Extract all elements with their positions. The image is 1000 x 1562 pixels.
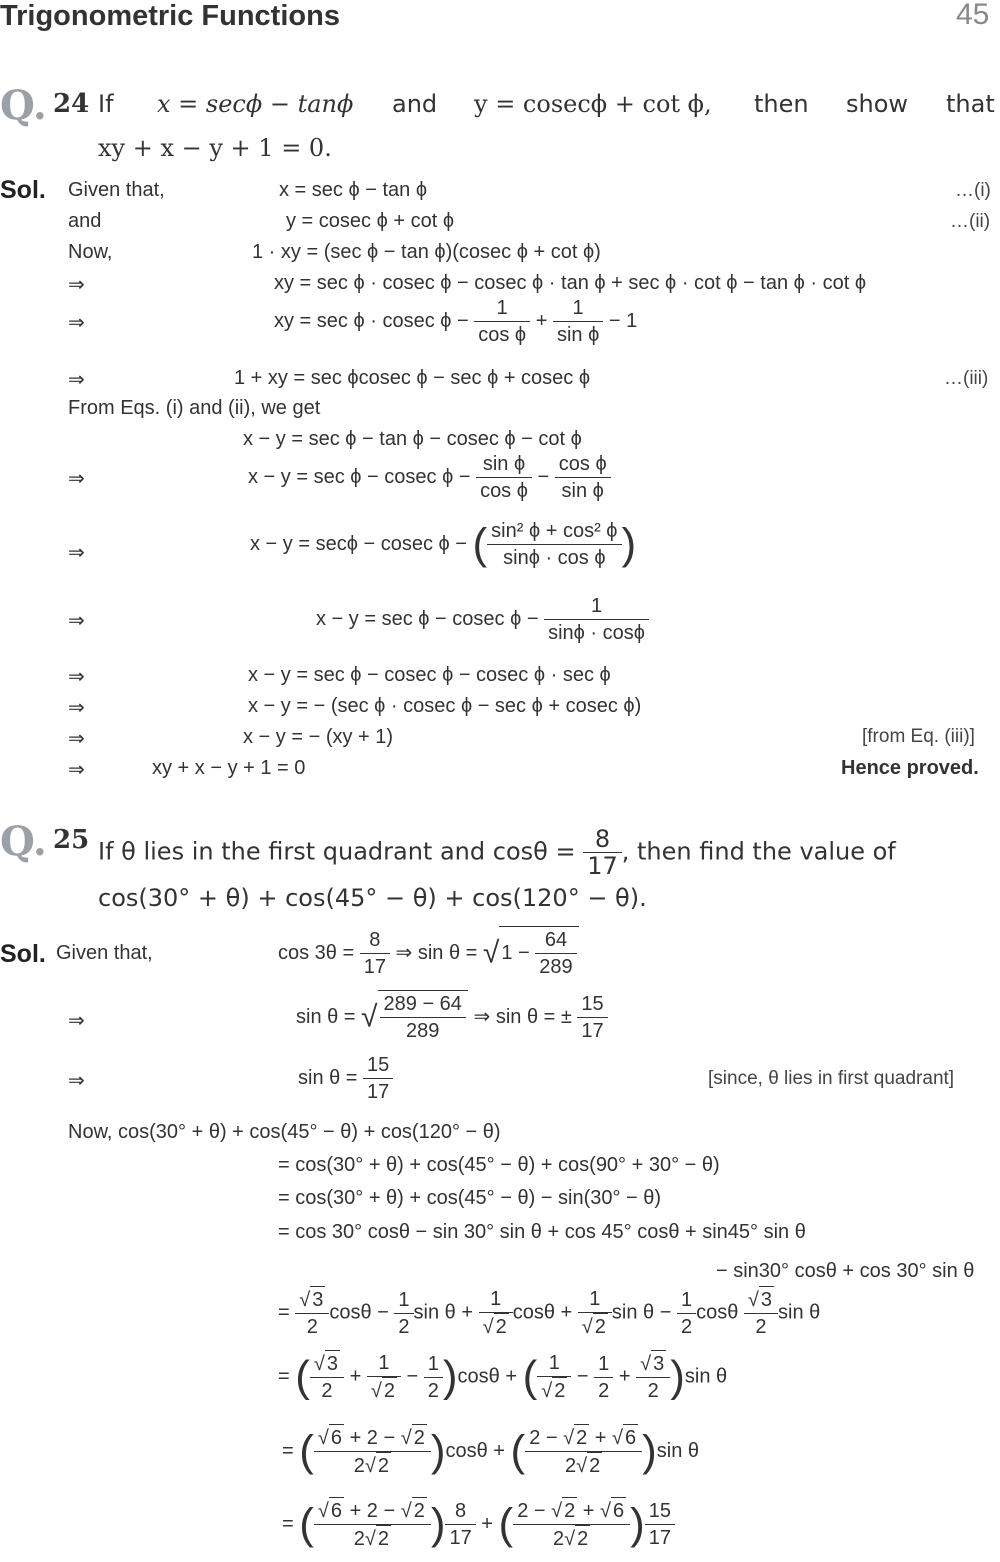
equation-part: −: [406, 1365, 419, 1388]
sol24-text: Now,: [68, 241, 113, 263]
equation-part: cosθ: [696, 1301, 739, 1324]
numerator: 1: [677, 1287, 696, 1314]
radicand: 3: [325, 1350, 340, 1377]
numerator: 1: [537, 1350, 571, 1377]
radicand: 3: [651, 1350, 666, 1377]
numerator: 289 − 64: [380, 991, 466, 1018]
q25-text: If θ lies in the first quadrant and cosθ =: [98, 837, 576, 866]
fraction: [537, 1350, 571, 1404]
equation-part: +: [505, 1365, 518, 1388]
numerator: √ 6 + 2 − √ 2: [314, 1497, 431, 1525]
equation-part: +: [560, 1301, 573, 1324]
denominator: cos ϕ: [478, 324, 527, 346]
fraction: [645, 1498, 675, 1551]
q24-text-if: If: [98, 90, 114, 118]
left-paren: (: [472, 519, 488, 569]
q24-text-show: show: [846, 90, 909, 118]
fraction: [424, 1351, 443, 1404]
fraction: [479, 1286, 513, 1340]
radicand: 2: [412, 1424, 427, 1451]
numerator: 15: [577, 991, 607, 1018]
radicand: 2: [562, 1497, 577, 1524]
equation-part: cos 3θ =: [278, 941, 355, 964]
right-paren: ): [442, 1352, 458, 1401]
equation-part: +: [535, 309, 548, 332]
sol25-equation: = cos 30° cosθ − sin 30° sin θ + cos 45° cosθ + sin45° sin θ: [278, 1221, 806, 1243]
equation-tag: [from Eq. (iii)]: [862, 726, 975, 747]
sol24-equation: [274, 295, 637, 348]
equation-part: +: [493, 1439, 505, 1462]
numerator: 1: [578, 1286, 612, 1313]
numerator: 15: [363, 1052, 393, 1079]
denominator: √ 2: [367, 1377, 401, 1404]
sol24-text: From Eqs. (i) and (ii), we get: [68, 397, 321, 419]
fraction: [474, 295, 530, 348]
fraction: [555, 451, 611, 504]
equation-part: x − y = sec ϕ − cosec ϕ −: [248, 465, 471, 488]
fraction: [314, 1424, 431, 1479]
equation-part: sin θ: [684, 1365, 728, 1388]
fraction: [363, 1052, 393, 1105]
denominator: 2√ 2: [513, 1525, 630, 1552]
radicand: 6: [329, 1497, 344, 1524]
denominator: 17: [648, 1527, 672, 1549]
implies-arrow: ⇒: [68, 468, 85, 490]
equation-part: 1 −: [501, 941, 530, 964]
sol24-equation: x − y = − (xy + 1): [243, 726, 394, 748]
sol24-equation: 1 + xy = sec ϕcosec ϕ − sec ϕ + cosec ϕ: [234, 367, 591, 389]
denominator: 2: [427, 1379, 439, 1402]
numerator: 1: [544, 593, 649, 620]
sol24-equation: 1 · xy = (sec ϕ − tan ϕ)(cosec ϕ + cot ϕ): [252, 241, 601, 263]
radicand: 3: [310, 1286, 325, 1313]
q24-text-y: y = cosecϕ + cot ϕ,: [474, 90, 712, 118]
equation-part: cosθ: [445, 1439, 488, 1462]
fraction: [487, 518, 621, 571]
q24-text-that: that: [946, 90, 995, 118]
equation-part: −: [537, 465, 550, 488]
q25-text-line2: cos(30° + θ) + cos(45° − θ) + cos(120° − θ).: [98, 884, 647, 912]
equation-part: −: [576, 1365, 589, 1388]
equation-part: +: [349, 1365, 362, 1388]
sol25-equation: = cos(30° + θ) + cos(45° − θ) + cos(90° + 30° − θ): [278, 1154, 720, 1176]
equation-tag: …(ii): [950, 211, 991, 232]
fraction: [583, 826, 622, 879]
equation-part: −: [659, 1301, 672, 1324]
sol25-equation: [278, 926, 579, 980]
radicand: 2: [574, 1424, 589, 1451]
sol24-equation: [250, 518, 636, 571]
denominator: cos ϕ: [480, 480, 528, 502]
numerator: 1: [424, 1351, 443, 1378]
sol25-equation: [278, 1286, 820, 1340]
equation-part: ⇒ sin θ = ±: [473, 1005, 572, 1028]
equation-part: =: [282, 1512, 294, 1535]
numerator: 8: [360, 927, 390, 954]
left-paren: (: [522, 1352, 538, 1401]
sol25-text: Given that,: [56, 942, 153, 964]
numerator: 1: [394, 1287, 413, 1314]
numerator: 1: [474, 295, 530, 322]
denominator: 2: [755, 1316, 767, 1338]
sol24-equation: x = sec ϕ − tan ϕ: [279, 179, 428, 201]
numerator: 8: [583, 826, 622, 853]
implies-arrow: ⇒: [68, 369, 85, 391]
denominator: sinϕ · cosϕ: [548, 622, 645, 644]
radicand: 2: [494, 1313, 509, 1340]
denominator: sin ϕ: [561, 480, 604, 502]
denominator: 289: [406, 1020, 440, 1042]
fraction: [310, 1350, 344, 1404]
numerator: 2 − √ 2 + √ 6: [513, 1497, 630, 1525]
right-paren: ): [630, 1499, 645, 1549]
denominator: 289: [539, 956, 573, 978]
denominator: 17: [587, 852, 618, 880]
implies-arrow: ⇒: [68, 697, 85, 719]
radicand: [378, 990, 468, 1044]
fraction: [380, 991, 466, 1044]
denominator: 2√ 2: [314, 1452, 431, 1479]
numerator: sin² ϕ + cos² ϕ: [487, 518, 621, 545]
sol25-equation: [282, 1497, 675, 1552]
denominator: √ 2: [479, 1313, 513, 1340]
radicand: 6: [623, 1424, 638, 1451]
equation-part: sin θ: [413, 1301, 456, 1324]
numerator: 64: [535, 927, 576, 954]
equation-part: − 1: [608, 309, 638, 332]
sol25-equation: = cos(30° + θ) + cos(45° − θ) − sin(30° − θ): [278, 1187, 662, 1209]
implies-arrow: ⇒: [68, 610, 85, 632]
right-paren: ): [670, 1352, 685, 1401]
q25-text: , then find the value of: [621, 837, 896, 866]
implies-arrow: ⇒: [68, 759, 85, 781]
sol25-equation: [298, 1052, 393, 1105]
question-mark-icon: Q.: [0, 818, 47, 865]
fraction: [360, 927, 390, 980]
implies-arrow: ⇒: [68, 1010, 85, 1032]
sol24-equation: [248, 451, 611, 504]
equation-part: ⇒ sin θ =: [395, 941, 478, 964]
equation-tag: …(i): [955, 180, 991, 201]
equation-part: =: [278, 1301, 290, 1324]
denominator: sin ϕ: [556, 324, 600, 346]
radicand: 2: [575, 1525, 590, 1552]
sol24-equation: xy = sec ϕ · cosec ϕ − cosec ϕ · tan ϕ + sec ϕ · cot ϕ − tan ϕ · cot ϕ: [274, 272, 867, 294]
sol24-equation: x − y = − (sec ϕ · cosec ϕ − sec ϕ + cosec ϕ): [248, 695, 642, 717]
equation-tag: [since, θ lies in first quadrant]: [708, 1068, 955, 1089]
denominator: 2: [680, 1315, 693, 1338]
denominator: 2: [647, 1380, 659, 1402]
equation-part: sin θ: [656, 1439, 700, 1462]
numerator: 1: [367, 1350, 401, 1377]
implies-arrow: ⇒: [68, 1070, 85, 1092]
numerator: 2 − √ 2 + √ 6: [525, 1424, 642, 1452]
numerator: √ 3: [744, 1286, 778, 1314]
fraction: [677, 1287, 696, 1340]
page-number: 45: [956, 0, 990, 31]
numerator: sin ϕ: [476, 451, 532, 478]
left-paren: (: [299, 1426, 314, 1476]
denominator: 2: [306, 1316, 318, 1338]
denominator: 17: [581, 1020, 604, 1042]
numerator: 15: [645, 1498, 675, 1525]
numerator: 8: [445, 1498, 475, 1525]
sol24-equation: y = cosec ϕ + cot ϕ: [286, 210, 455, 232]
sol24-text: and: [68, 210, 102, 232]
radicand: 2: [376, 1452, 391, 1479]
equation-part: sin θ =: [298, 1066, 358, 1089]
denominator: 2: [321, 1380, 333, 1402]
denominator: sinϕ · cos ϕ: [503, 547, 606, 569]
right-paren: ): [621, 519, 637, 569]
fraction: [476, 451, 532, 504]
left-paren: (: [299, 1499, 314, 1549]
question-mark-icon: Q.: [0, 82, 47, 129]
radicand: 6: [611, 1497, 626, 1524]
implies-arrow: ⇒: [68, 728, 85, 750]
question-number: 24: [53, 89, 90, 119]
sol25-equation: − sin30° cosθ + cos 30° sin θ: [716, 1260, 975, 1282]
equation-part: =: [278, 1365, 290, 1388]
radicand: 2: [376, 1525, 391, 1552]
numerator: √ 3: [636, 1350, 670, 1378]
fraction: [544, 593, 649, 646]
radicand: 3: [759, 1286, 774, 1313]
radicand: [499, 926, 578, 980]
equation-part: +: [481, 1512, 493, 1535]
solution-label: Sol.: [0, 940, 46, 968]
left-paren: (: [295, 1352, 310, 1401]
right-paren: ): [430, 1426, 446, 1476]
implies-arrow: ⇒: [68, 666, 85, 688]
equation-part: x − y = secϕ − cosec ϕ −: [250, 532, 467, 555]
fraction: [594, 1351, 613, 1404]
denominator: 17: [363, 956, 386, 978]
fraction: [744, 1286, 778, 1340]
numerator: cos ϕ: [555, 451, 611, 478]
radicand: 6: [329, 1424, 344, 1451]
sol25-equation: [282, 1424, 699, 1479]
fraction: [445, 1498, 475, 1551]
left-paren: (: [510, 1426, 526, 1476]
hence-proved-label: Hence proved.: [841, 757, 979, 779]
implies-arrow: ⇒: [68, 542, 85, 564]
fraction: [513, 1497, 630, 1552]
q24-text-x: x = secϕ − tanϕ: [157, 90, 354, 118]
denominator: 2√ 2: [525, 1452, 642, 1479]
equation-part: sin θ =: [296, 1005, 356, 1028]
equation-part: sin θ: [778, 1301, 821, 1324]
sol24-equation: x − y = sec ϕ − tan ϕ − cosec ϕ − cot ϕ: [243, 428, 582, 450]
sol24-text: Given that,: [68, 179, 165, 201]
left-paren: (: [498, 1499, 514, 1549]
implies-arrow: ⇒: [68, 274, 85, 296]
radicand: 2: [382, 1377, 397, 1404]
denominator: 17: [367, 1081, 390, 1103]
radicand: 2: [587, 1452, 602, 1479]
fraction: [577, 991, 607, 1044]
equation-part: xy = sec ϕ · cosec ϕ −: [274, 309, 469, 332]
sqrt-icon: √: [482, 936, 500, 970]
sqrt-icon: √: [361, 1000, 378, 1034]
radicand: 2: [412, 1497, 427, 1524]
equation-part: +: [618, 1365, 631, 1388]
fraction: [578, 1286, 612, 1340]
q24-text-line2: xy + x − y + 1 = 0.: [98, 134, 332, 162]
sol24-equation: x − y = sec ϕ − cosec ϕ − cosec ϕ · sec ϕ: [248, 664, 611, 686]
solution-label: Sol.: [0, 176, 46, 204]
equation-part: +: [461, 1301, 474, 1324]
sol25-equation: [296, 990, 608, 1044]
equation-part: =: [282, 1439, 294, 1462]
right-paren: ): [430, 1499, 446, 1549]
right-paren: ): [642, 1426, 657, 1476]
fraction: [394, 1287, 413, 1340]
denominator: 2: [398, 1315, 410, 1338]
equation-part: −: [377, 1301, 389, 1324]
numerator: 1: [479, 1286, 513, 1313]
numerator: 1: [553, 295, 603, 322]
fraction: [314, 1497, 431, 1552]
q24-text-and: and: [392, 90, 438, 118]
page-header-title: Trigonometric Functions: [0, 0, 340, 32]
fraction: [553, 295, 603, 348]
question-number: 25: [53, 825, 90, 855]
numerator: √ 3: [310, 1350, 344, 1378]
denominator: 17: [449, 1527, 472, 1549]
denominator: √ 2: [578, 1313, 612, 1340]
fraction: [636, 1350, 670, 1404]
q25-text-line1: [98, 826, 896, 879]
equation-part: cosθ: [329, 1301, 372, 1324]
sol24-equation: [316, 593, 649, 646]
fraction: [295, 1286, 329, 1340]
numerator: √ 6 + 2 − √ 2: [314, 1424, 431, 1452]
fraction: [525, 1424, 642, 1479]
equation-part: cosθ: [457, 1365, 500, 1388]
numerator: √ 3: [295, 1286, 329, 1314]
fraction: [367, 1350, 401, 1404]
implies-arrow: ⇒: [68, 312, 85, 334]
equation-part: cosθ: [512, 1301, 555, 1324]
denominator: 2: [598, 1379, 610, 1402]
denominator: 2√ 2: [314, 1525, 431, 1552]
equation-part: sin θ: [611, 1301, 655, 1324]
radicand: 2: [552, 1377, 567, 1404]
sol25-equation: [278, 1350, 727, 1404]
denominator: √ 2: [537, 1377, 571, 1404]
q24-text-then: then: [754, 90, 809, 118]
sol24-equation: xy + x − y + 1 = 0: [152, 757, 306, 779]
equation-tag: …(iii): [944, 368, 989, 389]
sol25-text: Now, cos(30° + θ) + cos(45° − θ) + cos(120° − θ): [68, 1121, 501, 1143]
fraction: [535, 927, 576, 980]
numerator: 1: [594, 1351, 613, 1378]
equation-part: x − y = sec ϕ − cosec ϕ −: [316, 607, 539, 630]
radicand: 2: [593, 1313, 608, 1340]
